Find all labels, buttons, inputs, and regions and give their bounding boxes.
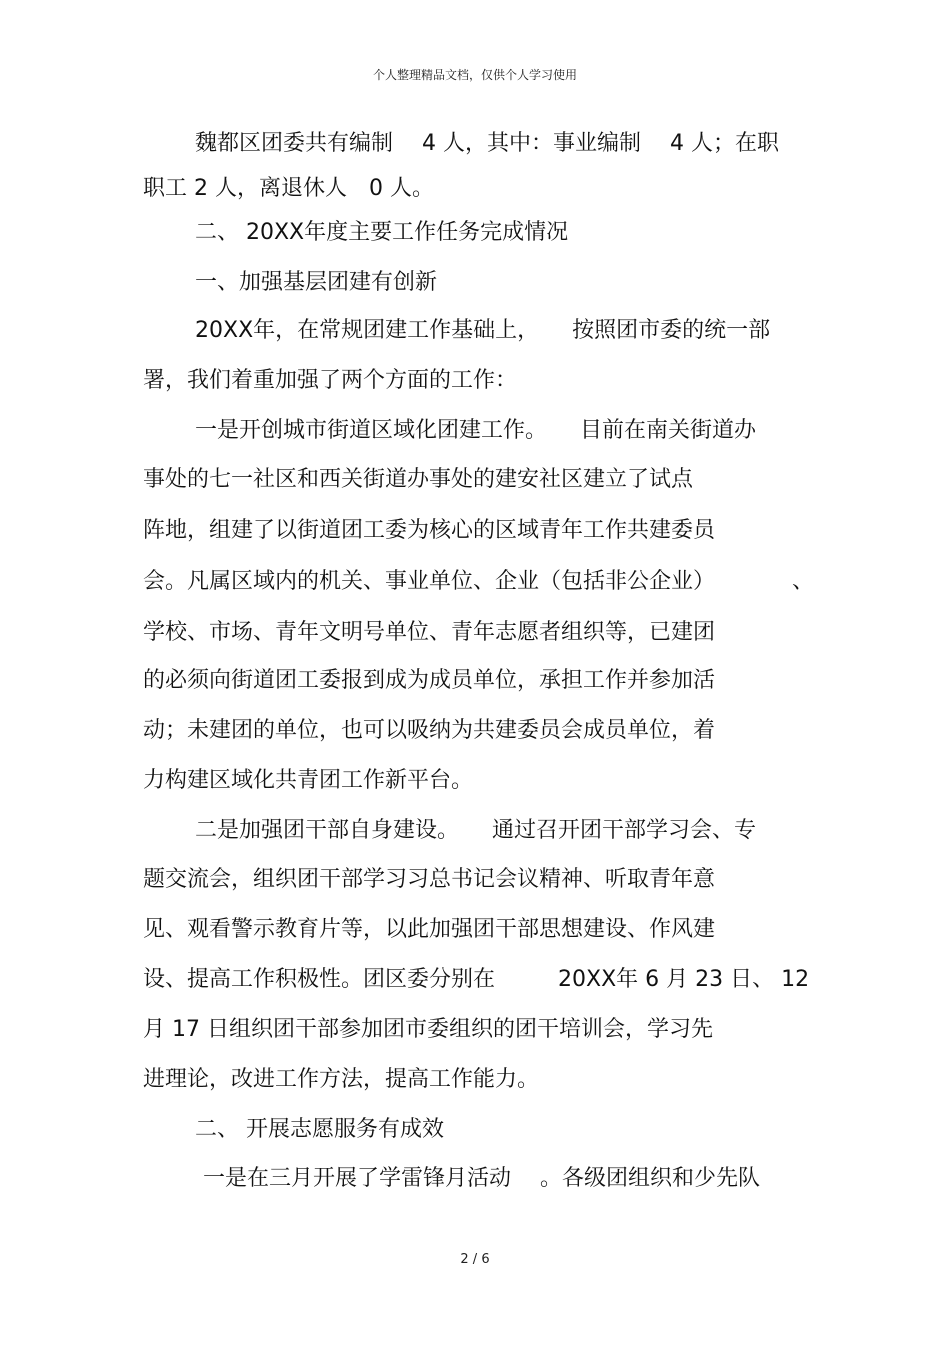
text-line: 力构建区域化共青团工作新平台。 — [143, 768, 474, 793]
text-line: 会。凡属区域内的机关、事业单位、企业（包括非公企业） — [143, 569, 716, 594]
section-heading: 二、 20XX年度主要工作任务完成情况 — [195, 220, 569, 245]
page-header: 个人整理精品文档，仅供个人学习使用 — [372, 68, 577, 82]
text-line: 阵地，组建了以街道团工委为核心的区域青年工作共建委员 — [143, 518, 716, 543]
text-line: 学校、市场、青年文明号单位、青年志愿者组织等，已建团 — [143, 620, 716, 645]
text-line: 魏都区团委共有编制 4 人，其中：事业编制 4 人；在职 — [195, 131, 779, 156]
subsection-heading: 一、加强基层团建有创新 — [195, 270, 438, 295]
text-line: 20XX年，在常规团建工作基础上， 按照团市委的统一部 — [195, 318, 771, 343]
text-line: 设、提高工作积极性。团区委分别在 — [143, 967, 496, 992]
text-line: 一是开创城市街道区域化团建工作。 目前在南关街道办 — [195, 418, 757, 443]
text-line: 题交流会，组织团干部学习习总书记会议精神、听取青年意 — [143, 867, 716, 892]
text-line: 见、观看警示教育片等，以此加强团干部思想建设、作风建 — [143, 917, 716, 942]
text-line: 动；未建团的单位，也可以吸纳为共建委员会成员单位，着 — [143, 718, 716, 743]
text-line: 事处的七一社区和西关街道办事处的建安社区建立了试点 — [143, 467, 694, 492]
page-number: 2 / 6 — [460, 1252, 490, 1267]
text-line: 职工 2 人，离退休人 0 人。 — [143, 176, 434, 201]
text-line: 20XX年 6 月 23 日、 12 — [558, 967, 810, 992]
text-line: 、 — [792, 569, 815, 594]
text-line: 月 17 日组织团干部参加团市委组织的团干培训会，学习先 — [143, 1017, 713, 1042]
text-line: 二是加强团干部自身建设。 通过召开团干部学习会、专 — [195, 818, 757, 843]
subsection-heading: 二、 开展志愿服务有成效 — [195, 1117, 444, 1142]
text-line: 进理论，改进工作方法，提高工作能力。 — [143, 1067, 540, 1092]
text-line: 的必须向街道团工委报到成为成员单位，承担工作并参加活 — [143, 668, 716, 693]
text-line: 署，我们着重加强了两个方面的工作： — [143, 368, 518, 393]
text-line: 一是在三月开展了学雷锋月活动 。各级团组织和少先队 — [203, 1166, 760, 1191]
